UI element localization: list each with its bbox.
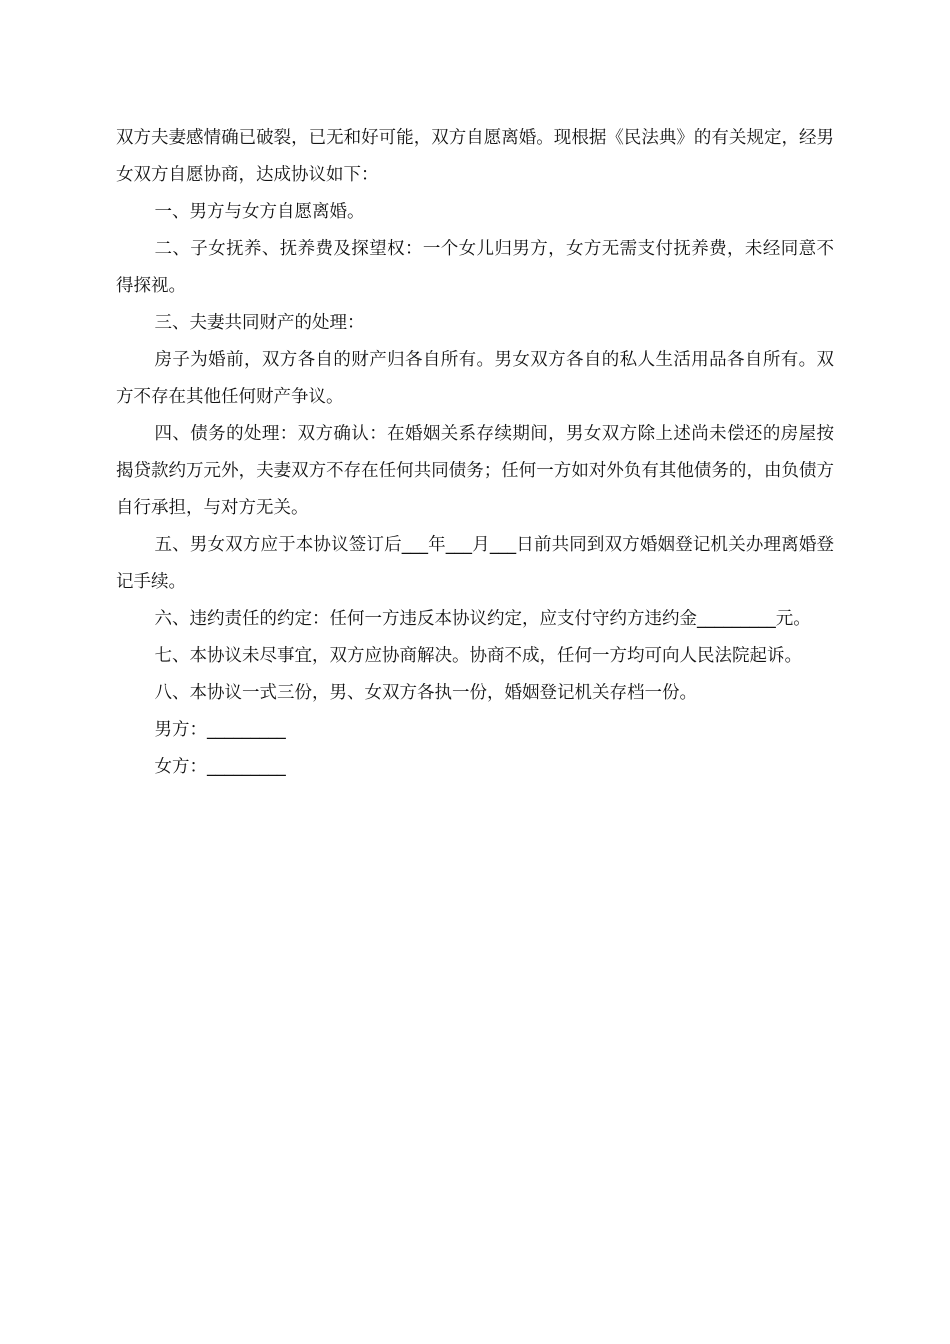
- agreement-body: [116, 120, 834, 786]
- clause-3-body: 房子为婚前，双方各自的财产归各自所有。男女双方各自的私人生活用品各自所有。双方不存在其他任何财产争议。: [116, 350, 834, 407]
- female-signature-line: 女方：_________: [154, 757, 286, 777]
- clause-7: 七、本协议未尽事宜，双方应协商解决。协商不成，任何一方均可向人民法院起诉。: [154, 646, 802, 666]
- clause-5: 五、男女双方应于本协议签订后___年___月___日前共同到双方婚姻登记机关办理离婚登记手续。: [116, 535, 834, 592]
- clause-1: 一、男方与女方自愿离婚。: [154, 202, 365, 222]
- clause-2: 二、子女抚养、抚养费及探望权：一个女儿归男方，女方无需支付抚养费，未经同意不得探视。: [116, 239, 834, 296]
- clause-3-heading: 三、夫妻共同财产的处理：: [154, 313, 365, 333]
- intro-paragraph: 双方夫妻感情确已破裂，已无和好可能，双方自愿离婚。现根据《民法典》的有关规定，经男女双方自愿协商，达成协议如下：: [116, 128, 834, 185]
- clause-6: 六、违约责任的约定：任何一方违反本协议约定，应支付守约方违约金_________元。: [154, 609, 811, 629]
- clause-4: 四、债务的处理：双方确认：在婚姻关系存续期间，男女双方除上述尚未偿还的房屋按揭贷款约万元外，夫妻双方不存在任何共同债务；任何一方如对外负有其他债务的，由负债方自行承担，与对方无关。: [116, 424, 834, 518]
- clause-8: 八、本协议一式三份，男、女双方各执一份，婚姻登记机关存档一份。: [154, 683, 697, 703]
- male-signature-line: 男方：_________: [154, 720, 286, 740]
